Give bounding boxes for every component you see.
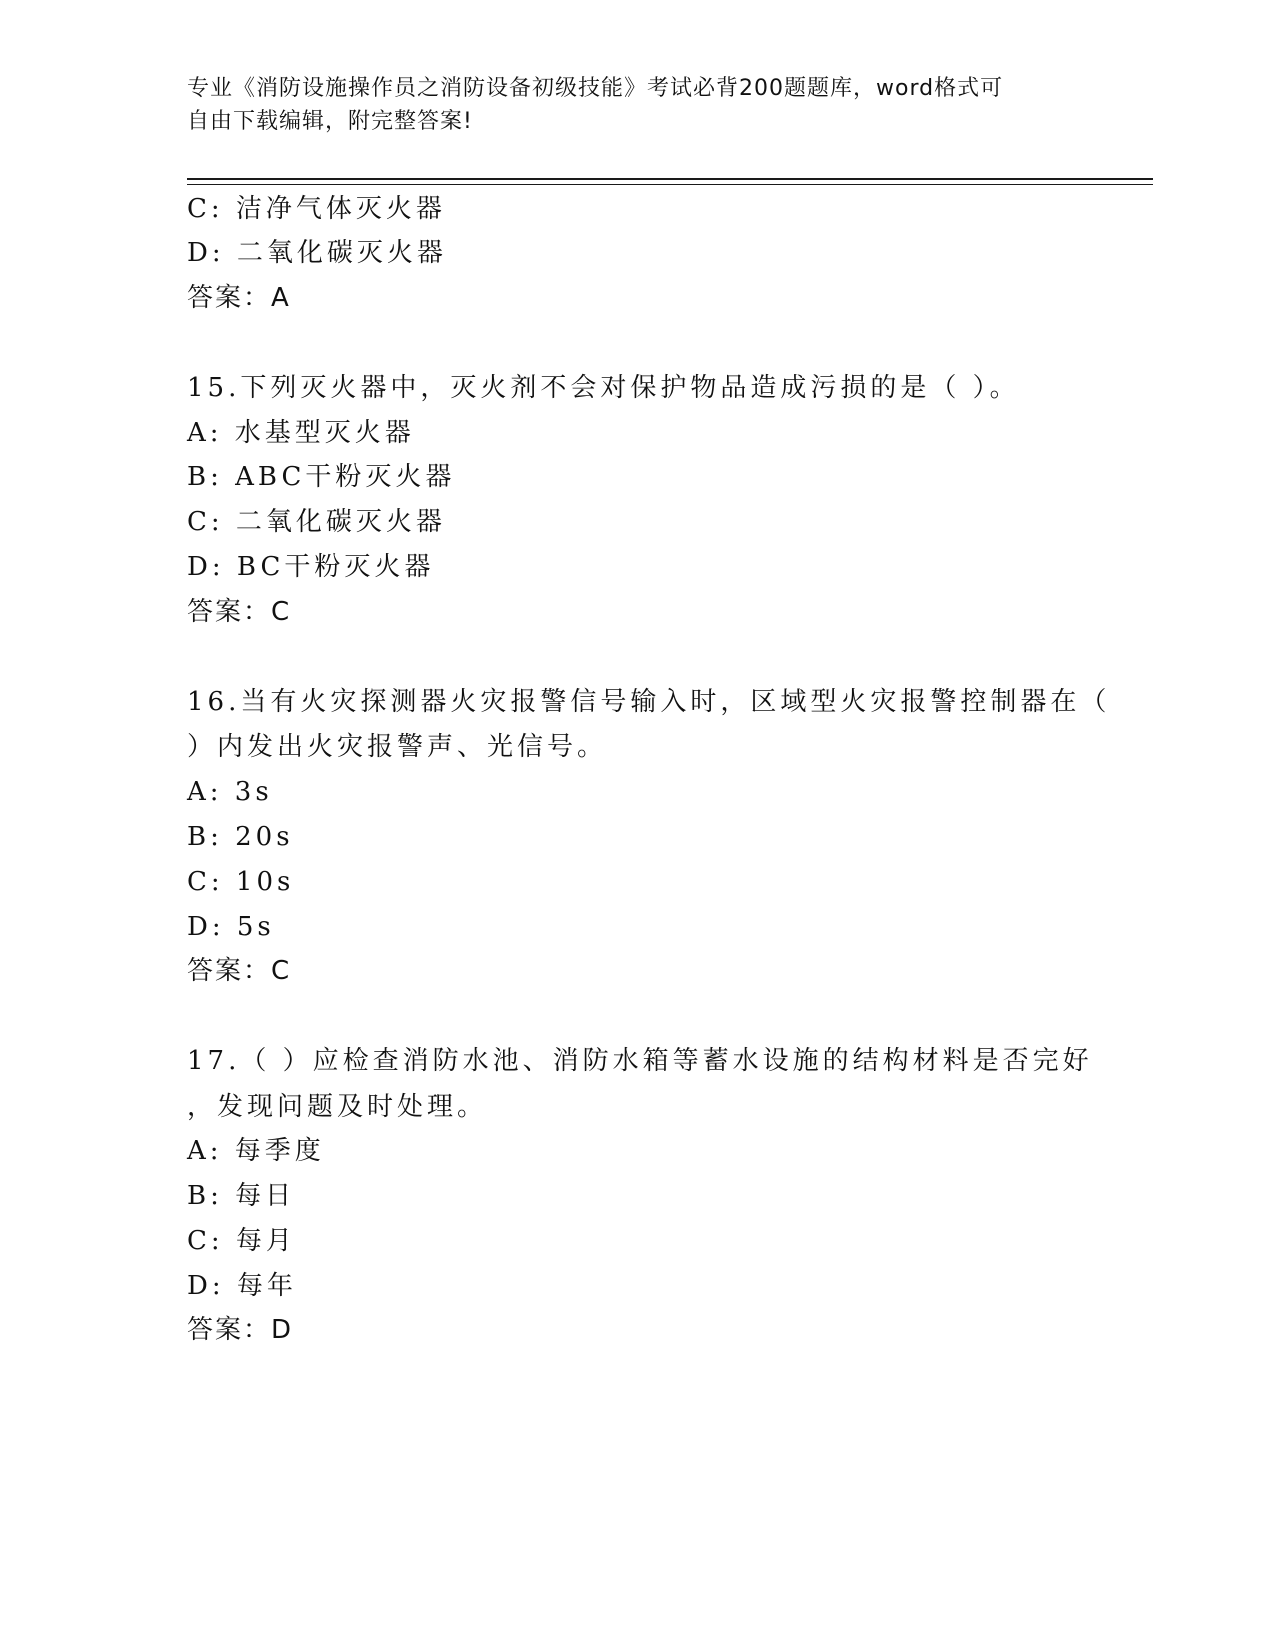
- q16-option-c: C: 10s: [187, 867, 295, 897]
- q16-option-d: D: 5s: [187, 912, 275, 942]
- q17-option-c: C: 每月: [187, 1226, 296, 1256]
- q15-option-b: B: ABC干粉灭火器: [187, 462, 456, 492]
- q15-option-a: A: 水基型灭火器: [187, 418, 415, 448]
- prev-option-d: D: 二氧化碳灭火器: [187, 238, 447, 268]
- q17-option-d: D: 每年: [187, 1271, 297, 1301]
- header-line-1: 专业《消防设施操作员之消防设备初级技能》考试必背200题题库，word格式可: [187, 76, 1004, 101]
- header-line-2: 自由下载编辑，附完整答案!: [187, 109, 473, 134]
- q15-answer: 答案：C: [187, 597, 292, 627]
- q15-option-c: C: 二氧化碳灭火器: [187, 507, 446, 537]
- q15-stem: 15.下列灭火器中，灭火剂不会对保护物品造成污损的是（ ）。: [187, 373, 1020, 403]
- header-divider-thin: [187, 184, 1153, 185]
- q16-answer: 答案：C: [187, 956, 292, 986]
- document-header: [187, 72, 1067, 138]
- prev-answer: 答案：A: [187, 283, 291, 313]
- q17-answer: 答案：D: [187, 1315, 294, 1345]
- q17-stem-line-2: ，发现问题及时处理。: [187, 1092, 488, 1122]
- q16-option-a: A: 3s: [187, 777, 273, 807]
- q17-option-a: A: 每季度: [187, 1136, 325, 1166]
- prev-option-c: C: 洁净气体灭火器: [187, 194, 446, 224]
- q16-stem-line-2: ）内发出火灾报警声、光信号。: [187, 732, 608, 762]
- q15-option-d: D: BC干粉灭火器: [187, 552, 435, 582]
- q16-stem-line-1: 16.当有火灾探测器火灾报警信号输入时，区域型火灾报警控制器在（: [187, 687, 1111, 717]
- q16-option-b: B: 20s: [187, 822, 294, 852]
- q17-stem-line-1: 17.（ ）应检查消防水池、消防水箱等蓄水设施的结构材料是否完好: [187, 1046, 1093, 1076]
- q17-option-b: B: 每日: [187, 1181, 296, 1211]
- header-divider-thick: [187, 178, 1153, 180]
